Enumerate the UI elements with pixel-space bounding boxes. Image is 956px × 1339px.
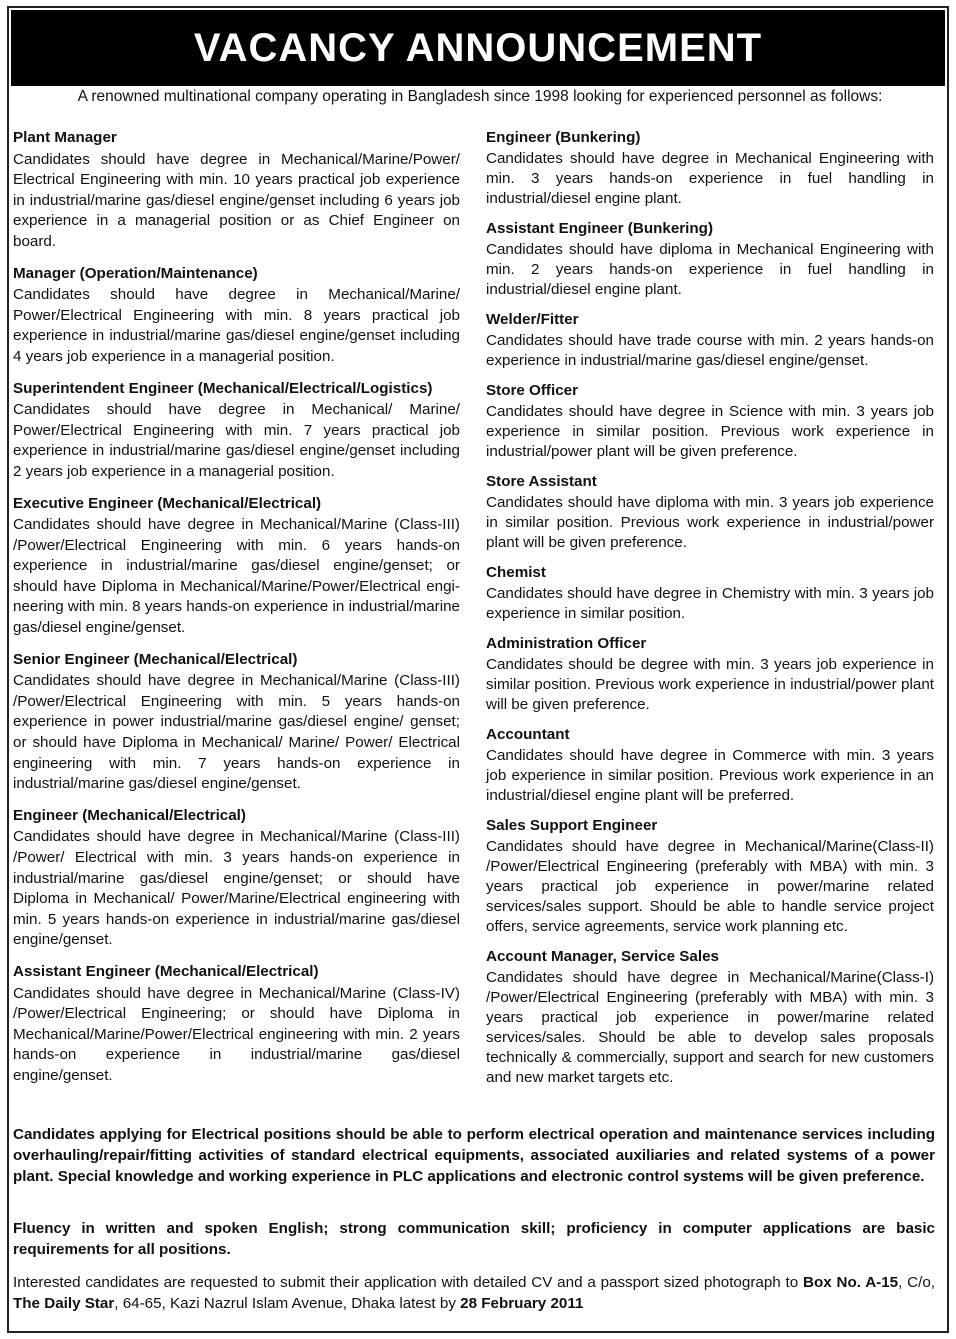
job-listing xyxy=(486,816,934,937)
job-title: Senior Engineer (Mechanical/Electrical) xyxy=(13,650,298,668)
job-title: Engineer (Bunkering) xyxy=(486,129,641,146)
job-description: Candidates should have degree in Mechanical/Marine/ Power/Electrical Engineering with min. 8 years practical job experience in industrial/marine gas/diesel engine/genset including 4 years job experience in a managerial position. xyxy=(13,286,460,365)
job-listing xyxy=(486,634,934,715)
job-description: Candidates should have degree in Mechanical Engineering with min. 3 years hands-on experience in fuel handling in industrial/diesel engine plant. xyxy=(486,150,934,207)
job-description: Candidates should have degree in Mechanical/Marine (Class-III) /Power/Electrical Engineering with min. 6 years hands-on experience in industrial/marine gas/diesel engine/genset; or should have Diploma in Mechanical/Marine/Power/Electrical engi-neering with min. 8 years hands-on experience in industrial/marine gas/diesel engine/genset. xyxy=(13,516,460,637)
job-title: Chemist xyxy=(486,564,546,581)
job-title: Store Assistant xyxy=(486,473,597,490)
general-requirements-note: Fluency in written and spoken English; strong communication skill; proficiency in computer applications are basic requirements for all positions. xyxy=(13,1220,935,1258)
job-description: Candidates should have degree in Mechanical/Marine (Class-III) /Power/ Electrical with min. 3 years hands-on experience in industrial/marine gas/diesel engine/genset; or should have Diploma in Mechanical/ Power/Marine/Electrical engineering with min. 5 years hands-on experience in industrial/marine gas/diesel engine/genset. xyxy=(13,828,460,949)
job-title: Assistant Engineer (Bunkering) xyxy=(486,220,714,237)
job-description: Candidates should have diploma in Mechanical Engineering with min. 2 years hands-on experience in fuel handling in industrial/diesel engine plant. xyxy=(486,241,934,298)
job-listing xyxy=(486,219,934,300)
job-listing xyxy=(486,725,934,806)
right-column xyxy=(486,128,934,1098)
job-title: Accountant xyxy=(486,726,570,743)
job-title: Executive Engineer (Mechanical/Electrical) xyxy=(13,494,322,512)
job-description: Candidates should have degree in Mechanical/Marine (Class-IV) /Power/Electrical Engineering; or should have Diploma in Mechanical/Marine/Power/Electrical engineering with min. 2 years hands-on experience in industrial/marine gas/diesel engine/genset. xyxy=(13,984,460,1084)
job-description: Candidates should have degree in Mechanical/Marine/Power/ Electrical Engineering with min. 10 years practical job experience in industrial/marine gas/diesel engine/genset including 6 years job experience in a managerial position or as Chief Engineer on board. xyxy=(13,150,460,250)
left-column xyxy=(13,128,460,1098)
job-listing xyxy=(486,128,934,209)
job-listing xyxy=(13,379,460,483)
job-listing xyxy=(13,962,460,1087)
job-listing xyxy=(486,947,934,1088)
job-title: Superintendent Engineer (Mechanical/Electrical/Logistics) xyxy=(13,379,433,397)
job-listing xyxy=(13,128,460,253)
page-title: VACANCY ANNOUNCEMENT xyxy=(11,10,945,86)
job-description: Candidates should have degree in Mechanical/Marine(Class-II) /Power/Electrical Engineering (preferably with MBA) with min. 3 years practical job experience in power/marine related services/sales support. Should be able to handle service project offers, service agreements, service work planning etc. xyxy=(486,838,934,935)
application-text: , 64-65, Kazi Nazrul Islam Avenue, Dhaka latest by xyxy=(114,1295,461,1312)
job-listing xyxy=(486,563,934,624)
job-description: Candidates should have degree in Mechanical/Marine (Class-III) /Power/Electrical Engineering with min. 5 years hands-on experience in power industrial/marine gas/diesel engine/ genset; or should have Diploma in Mechanical/ Marine/ Power/ Electrical engineering with min. 7 years hands-on experience in industrial/marine gas/diesel engine/genset. xyxy=(13,672,460,793)
electrical-requirements-note: Candidates applying for Electrical positions should be able to perform electrical operation and maintenance services including overhauling/repair/fitting activities of standard electrical equipments, associated auxiliaries and related systems of a power plant. Special knowledge and working experience in PLC applications and electronic control systems will be given preference. xyxy=(13,1126,935,1185)
application-text: , C/o, xyxy=(898,1274,935,1291)
job-title: Plant Manager xyxy=(13,129,117,146)
intro-text: A renowned multinational company operating in Bangladesh since 1998 looking for experienced personnel as follows: xyxy=(77,88,883,105)
job-description: Candidates should have degree in Mechanical/ Marine/ Power/Electrical Engineering with min. 7 years practical job experience in industrial/marine gas/diesel engine/genset including 2 years job experience in a managerial position. xyxy=(13,401,460,480)
application-text: Interested candidates are requested to submit their application with detailed CV and a passport sized photograph to xyxy=(13,1274,803,1291)
job-title: Account Manager, Service Sales xyxy=(486,948,719,965)
newspaper-name: The Daily Star xyxy=(13,1295,115,1312)
job-listing xyxy=(486,472,934,553)
job-title: Assistant Engineer (Mechanical/Electrical) xyxy=(13,962,319,980)
job-title: Store Officer xyxy=(486,382,578,399)
job-title: Administration Officer xyxy=(486,635,647,652)
application-instructions xyxy=(13,1272,935,1314)
job-listing xyxy=(486,381,934,462)
job-description: Candidates should have degree in Science with min. 3 years job experience in similar position. Previous work experience in industrial/power plant will be given preference. xyxy=(486,403,934,460)
job-listing xyxy=(13,264,460,368)
job-title: Manager (Operation/Maintenance) xyxy=(13,264,258,282)
job-listing xyxy=(13,806,460,951)
job-description: Candidates should have degree in Commerce with min. 3 years job experience in similar position. Previous work experience in an industrial/diesel engine plant will be preferred. xyxy=(486,747,934,804)
job-title: Sales Support Engineer xyxy=(486,817,658,834)
job-listing xyxy=(486,310,934,371)
job-description: Candidates should be degree with min. 3 years job experience in similar position. Previous work experience in industrial/power plant will be given preference. xyxy=(486,656,934,713)
job-description: Candidates should have trade course with min. 2 years hands-on experience in industrial/marine gas/diesel engine/genset. xyxy=(486,332,934,369)
job-listing xyxy=(13,650,460,795)
job-title: Welder/Fitter xyxy=(486,311,579,328)
job-listing xyxy=(13,494,460,639)
job-title: Engineer (Mechanical/Electrical) xyxy=(13,806,246,824)
box-number: Box No. A-15 xyxy=(803,1274,899,1291)
job-description: Candidates should have degree in Chemistry with min. 3 years job experience in similar position. xyxy=(486,585,934,622)
deadline-date: 28 February 2011 xyxy=(460,1295,584,1312)
job-description: Candidates should have degree in Mechanical/Marine(Class-I) /Power/Electrical Engineering (preferably with MBA) with min. 3 years practical job experience in power/marine related services/sales. Should be able to develop sales proposals technically & commercially, support and search for new customers and new market targets etc. xyxy=(486,969,934,1086)
job-description: Candidates should have diploma with min. 3 years job experience in similar position. Previous work experience in industrial/power plant will be given preference. xyxy=(486,494,934,551)
